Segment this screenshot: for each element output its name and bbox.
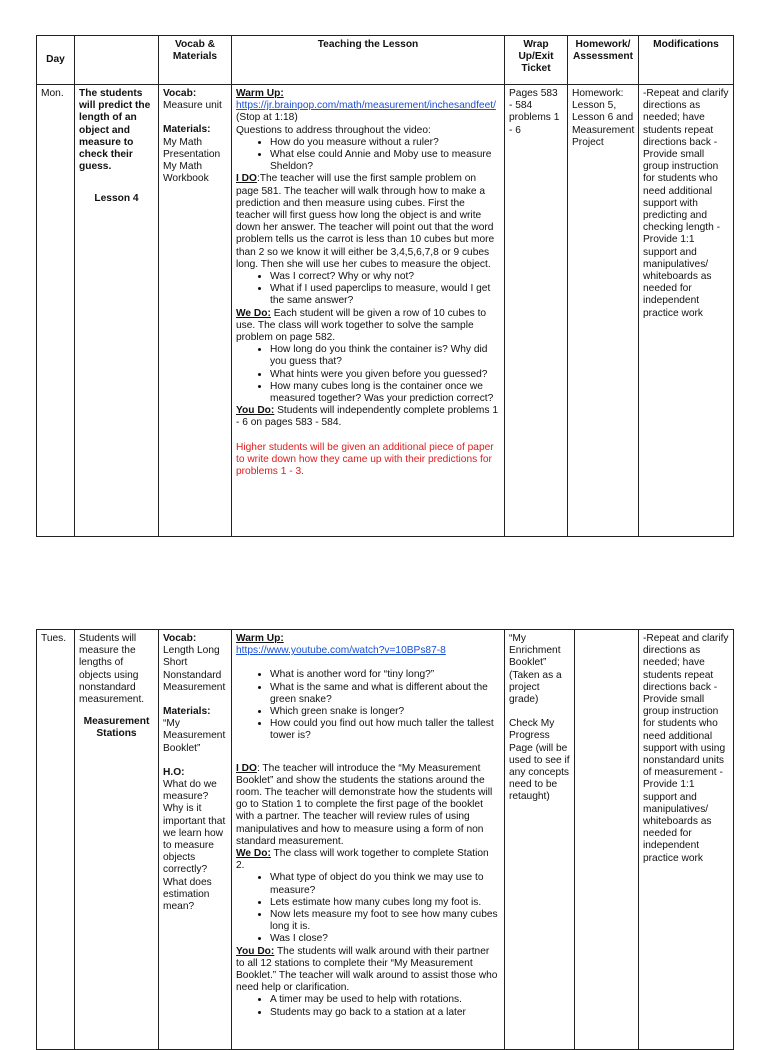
warmup-line bbox=[236, 645, 500, 657]
youdo-text: Students will independently complete problems 1 - 6 on pages 583 - 584. bbox=[236, 405, 498, 429]
teaching-cell bbox=[232, 630, 505, 1050]
wedo-paragraph bbox=[236, 308, 500, 345]
warmup-label: Warm Up: bbox=[236, 88, 284, 99]
ido-text: : The teacher will introduce the “My Measurement Booklet” and show the students the stations around the room. The teacher will demonstrate how the students will go to Station 1 to complete the first page of the booklet with a partner. The teacher will review rules of using manipulatives and how to measure using a form of non standard measurement. bbox=[236, 762, 493, 847]
wrap-cell: Pages 583 - 584 problems 1 - 6 bbox=[505, 85, 568, 537]
monday-row bbox=[37, 85, 734, 537]
ido-paragraph bbox=[236, 763, 500, 848]
header-wrap: Wrap Up/Exit Ticket bbox=[505, 36, 568, 85]
ido-paragraph bbox=[236, 173, 500, 271]
wedo-label: We Do: bbox=[236, 307, 271, 319]
wedo-text: The class will work together to complete Station 2. bbox=[236, 848, 489, 872]
day-cell: Tues. bbox=[37, 630, 75, 1050]
modifications-cell: -Repeat and clarify directions as needed; have students repeat directions back -Provide small group instruction for students who need additional support with predicting and checking length -Provide 1:1 support and manipulatives/ whiteboards as needed for independent practice work bbox=[639, 85, 734, 537]
list-item: • How many cubes long is the container once we measured together? Was your prediction correct? bbox=[270, 381, 500, 405]
warmup-after: (Stop at 1:18) bbox=[236, 112, 298, 124]
materials-label: Materials: bbox=[163, 124, 211, 136]
wrap-booklet: “My Enrichment Booklet” (Taken as a project grade) bbox=[509, 633, 562, 706]
list-item: • Students may go back to a station at a later bbox=[270, 1007, 500, 1019]
modifications-cell: -Repeat and clarify directions as needed; have students repeat directions back -Provide small group instruction for students who need additional support with using nonstandard units of measurement -Provide 1:1 support and manipulatives/ whiteboards as needed for independent practice work bbox=[639, 630, 734, 1050]
objective-text: The students will predict the length of an object and measure to check their guess. bbox=[79, 88, 151, 173]
ho-label: H.O: bbox=[163, 766, 185, 778]
header-vocab: Vocab & Materials bbox=[159, 36, 232, 85]
list-item: • What hints were you given before you guessed? bbox=[270, 369, 500, 381]
header-homework: Homework/ Assessment bbox=[568, 36, 639, 85]
list-item: • What is the same and what is different about the green snake? bbox=[270, 682, 500, 706]
video-questions bbox=[236, 137, 500, 174]
header-row bbox=[37, 36, 734, 85]
warmup-line bbox=[236, 100, 500, 124]
objective-cell bbox=[75, 630, 159, 1050]
vocab-text: Length Long Short Nonstandard Measurement bbox=[163, 645, 226, 693]
materials-text: “My Measurement Booklet” bbox=[163, 718, 226, 754]
objective-text: Students will measure the lengths of objects using nonstandard measurement. bbox=[79, 633, 145, 706]
vocab-cell bbox=[159, 85, 232, 537]
materials-text: My Math Presentation My Math Workbook bbox=[163, 136, 221, 185]
vocab-text: Measure unit bbox=[163, 100, 222, 112]
warmup-link[interactable]: https://www.youtube.com/watch?v=10BPs87-8 bbox=[236, 645, 446, 657]
enrichment-note: Higher students will be given an additional piece of paper to write down how they came up with their predictions for problems 1 - 3. bbox=[236, 441, 494, 478]
wedo-label: We Do: bbox=[236, 848, 271, 860]
header-day: Day bbox=[37, 36, 75, 85]
youdo-paragraph bbox=[236, 946, 500, 995]
list-item: • How do you measure without a ruler? bbox=[270, 137, 500, 149]
header-modifications: Modifications bbox=[639, 36, 734, 85]
lesson-table-monday bbox=[36, 35, 734, 537]
lesson-title: Lesson 4 bbox=[94, 193, 139, 205]
ho-text: What do we measure? Why is it important that we learn how to measure objects correctly? What does estimation mean? bbox=[163, 779, 226, 913]
homework-cell bbox=[575, 630, 639, 1050]
lesson-title: Measurement Stations bbox=[83, 716, 150, 740]
youdo-questions bbox=[236, 994, 500, 1018]
wedo-questions bbox=[236, 872, 500, 945]
objective-cell bbox=[75, 85, 159, 537]
list-item: • Lets estimate how many cubes long my foot is. bbox=[270, 897, 500, 909]
list-item: • What is another word for “tiny long?” bbox=[270, 669, 500, 681]
header-teaching: Teaching the Lesson bbox=[232, 36, 505, 85]
warmup-link[interactable]: https://jr.brainpop.com/math/measurement/inchesandfeet/ bbox=[236, 100, 496, 112]
ido-questions bbox=[236, 271, 500, 308]
ido-text: :The teacher will use the first sample problem on page 581. The teacher will walk through how to make a prediction and then measure using cubes. First the teacher will first guess how long the object is and write down her answer. The teacher will point out that the word problem tells us the carrot is less than 10 cubes but more than 2 so we know it will either be 3,4,5,6,7,8 or 9 cubes long. Then she will use her cubes to measure the object. bbox=[236, 173, 495, 270]
materials-label: Materials: bbox=[163, 706, 211, 718]
list-item: • What else could Annie and Moby use to measure Sheldon? bbox=[270, 149, 500, 173]
homework-cell: Homework: Lesson 5, Lesson 6 and Measurement Project bbox=[568, 85, 639, 537]
wedo-text: Each student will be given a row of 10 cubes to use. The class will work together to solve the sample problem on page 582. bbox=[236, 307, 487, 344]
ido-label: I DO bbox=[236, 173, 257, 185]
youdo-label: You Do: bbox=[236, 945, 275, 957]
warmup-questions bbox=[236, 669, 500, 742]
list-item: • Now lets measure my foot to see how many cubes long it is. bbox=[270, 909, 500, 933]
wedo-questions bbox=[236, 344, 500, 405]
wrap-cell bbox=[505, 630, 575, 1050]
list-item: • Was I correct? Why or why not? bbox=[270, 271, 500, 283]
list-item: • How could you find out how much taller the tallest tower is? bbox=[270, 718, 500, 742]
youdo-text: The students will walk around with their partner to all 12 stations to complete their “My Measurement Booklet.” The teacher will walk around to assist those who need help or clarification. bbox=[236, 945, 498, 994]
list-item: • What if I used paperclips to measure, would I get the same answer? bbox=[270, 283, 500, 307]
vocab-label: Vocab: bbox=[163, 633, 197, 644]
vocab-label: Vocab: bbox=[163, 88, 197, 99]
wedo-paragraph bbox=[236, 848, 500, 872]
day-cell: Mon. bbox=[37, 85, 75, 537]
list-item: • A timer may be used to help with rotations. bbox=[270, 994, 500, 1006]
questions-intro: Questions to address throughout the video: bbox=[236, 124, 431, 136]
list-item: • What type of object do you think we may use to measure? bbox=[270, 872, 500, 896]
wrap-progress: Check My Progress Page (will be used to see if any concepts need to be retaught) bbox=[509, 718, 570, 803]
youdo-paragraph bbox=[236, 405, 500, 429]
warmup-label: Warm Up: bbox=[236, 633, 284, 644]
tuesday-row bbox=[37, 630, 734, 1050]
youdo-label: You Do: bbox=[236, 405, 275, 417]
header-objective bbox=[75, 36, 159, 85]
list-item: • Which green snake is longer? bbox=[270, 706, 500, 718]
teaching-cell bbox=[232, 85, 505, 537]
list-item: • How long do you think the container is? Why did you guess that? bbox=[270, 344, 500, 368]
ido-label: I DO bbox=[236, 762, 257, 774]
lesson-table-tuesday bbox=[36, 629, 734, 1050]
vocab-cell bbox=[159, 630, 232, 1050]
list-item: • Was I close? bbox=[270, 933, 500, 945]
